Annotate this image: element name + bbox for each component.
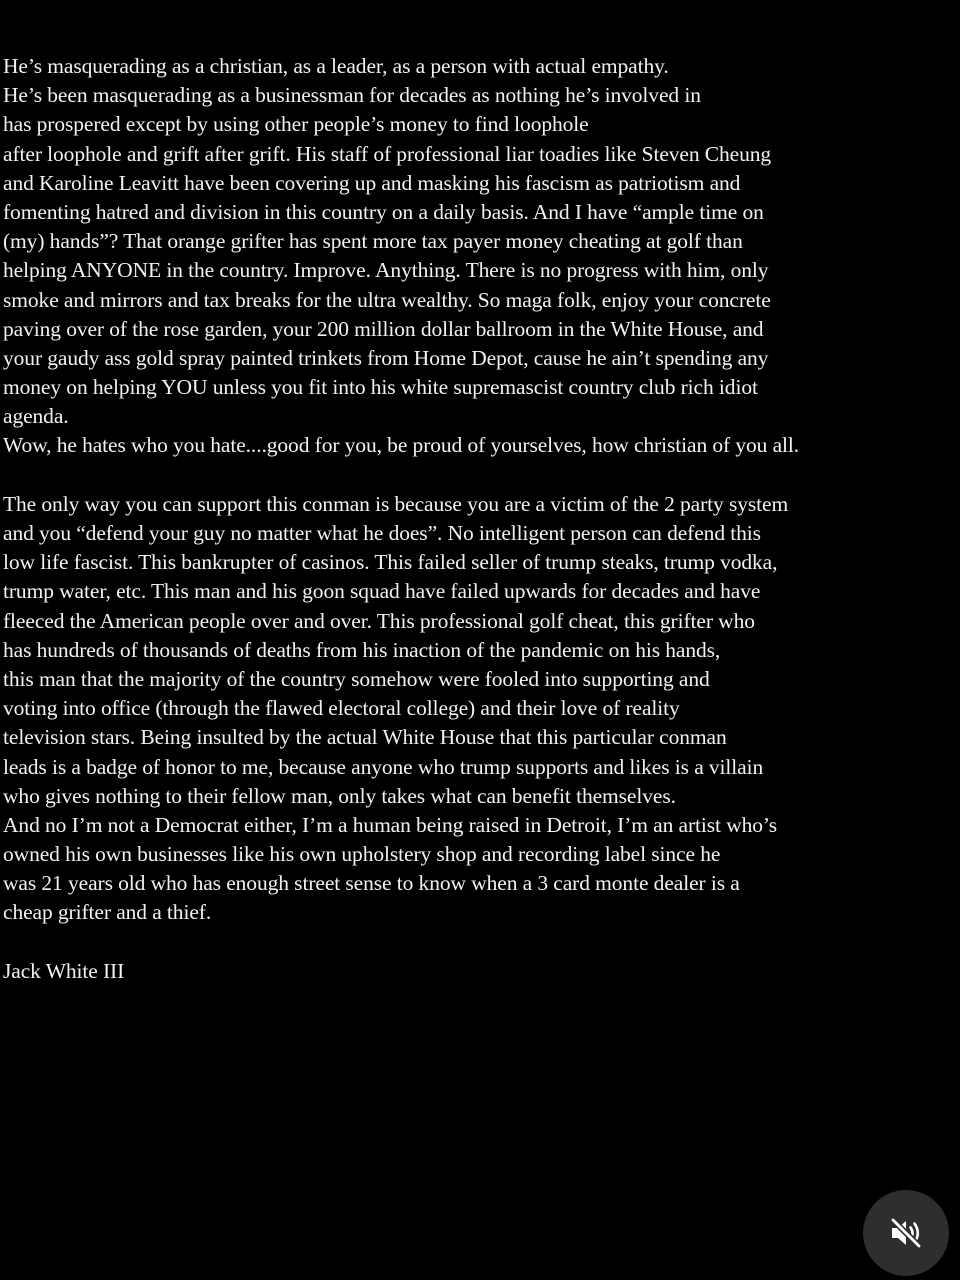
text-line: television stars. Being insulted by the actual White House that this particular conman [3,725,727,750]
text-line: this man that the majority of the country somehow were fooled into supporting and [3,666,710,691]
text-line: He’s been masquerading as a businessman for decades as nothing he’s involved in [3,83,701,108]
text-line: voting into office (through the flawed electoral college) and their love of reality [3,696,680,721]
text-line: has prospered except by using other people’s money to find loophole [3,112,589,137]
text-line: He’s masquerading as a christian, as a leader, as a person with actual empathy. [3,54,669,78]
text-line: Wow, he hates who you hate....good for you, be proud of yourselves, how christian of you all. [3,433,800,458]
unmute-button[interactable] [863,1190,949,1276]
text-line: was 21 years old who has enough street sense to know when a 3 card monte dealer is a [3,871,740,896]
text-line: your gaudy ass gold spray painted trinkets from Home Depot, cause he ain’t spending any [3,345,769,370]
text-line: who gives nothing to their fellow man, only takes what can benefit themselves. [3,783,676,808]
text-line: smoke and mirrors and tax breaks for the ultra wealthy. So maga folk, enjoy your concrete [3,287,771,312]
paragraph-spacer [3,461,953,490]
text-line: money on helping YOU unless you fit into his white supremascist country club rich idiot [3,375,758,400]
text-line: trump water, etc. This man and his goon squad have failed upwards for decades and have [3,579,761,604]
signature: Jack White III [3,958,125,983]
text-line: low life fascist. This bankrupter of casinos. This failed seller of trump steaks, trump vodka, [3,550,778,575]
paragraph-spacer [3,928,953,957]
text-line: after loophole and grift after grift. His staff of professional liar toadies like Steven Cheung [3,141,772,166]
text-line: and Karoline Leavitt have been covering up and masking his fascism as patriotism and [3,170,741,195]
statement-text [3,52,953,986]
text-line: helping ANYONE in the country. Improve. Anything. There is no progress with him, only [3,258,769,283]
text-line: agenda. [3,404,69,429]
text-line: leads is a badge of honor to me, because anyone who trump supports and likes is a villain [3,754,764,779]
text-line: cheap grifter and a thief. [3,900,212,925]
text-line: paving over of the rose garden, your 200 million dollar ballroom in the White House, and [3,316,764,341]
speaker-muted-icon [886,1213,926,1253]
text-line: fomenting hatred and division in this country on a daily basis. And I have “ample time on [3,199,764,224]
text-line: owned his own businesses like his own upholstery shop and recording label since he [3,842,721,867]
paragraph-1 [3,52,953,461]
text-line: (my) hands”? That orange grifter has spent more tax payer money cheating at golf than [3,229,743,254]
text-line: And no I’m not a Democrat either, I’m a human being raised in Detroit, I’m an artist who’s [3,812,778,837]
text-line: and you “defend your guy no matter what he does”. No intelligent person can defend this [3,521,761,545]
text-line: The only way you can support this conman is because you are a victim of the 2 party system [3,491,789,516]
text-line: fleeced the American people over and over. This professional golf cheat, this grifter who [3,608,755,633]
paragraph-2 [3,490,953,928]
text-line: has hundreds of thousands of deaths from his inaction of the pandemic on his hands, [3,637,721,662]
